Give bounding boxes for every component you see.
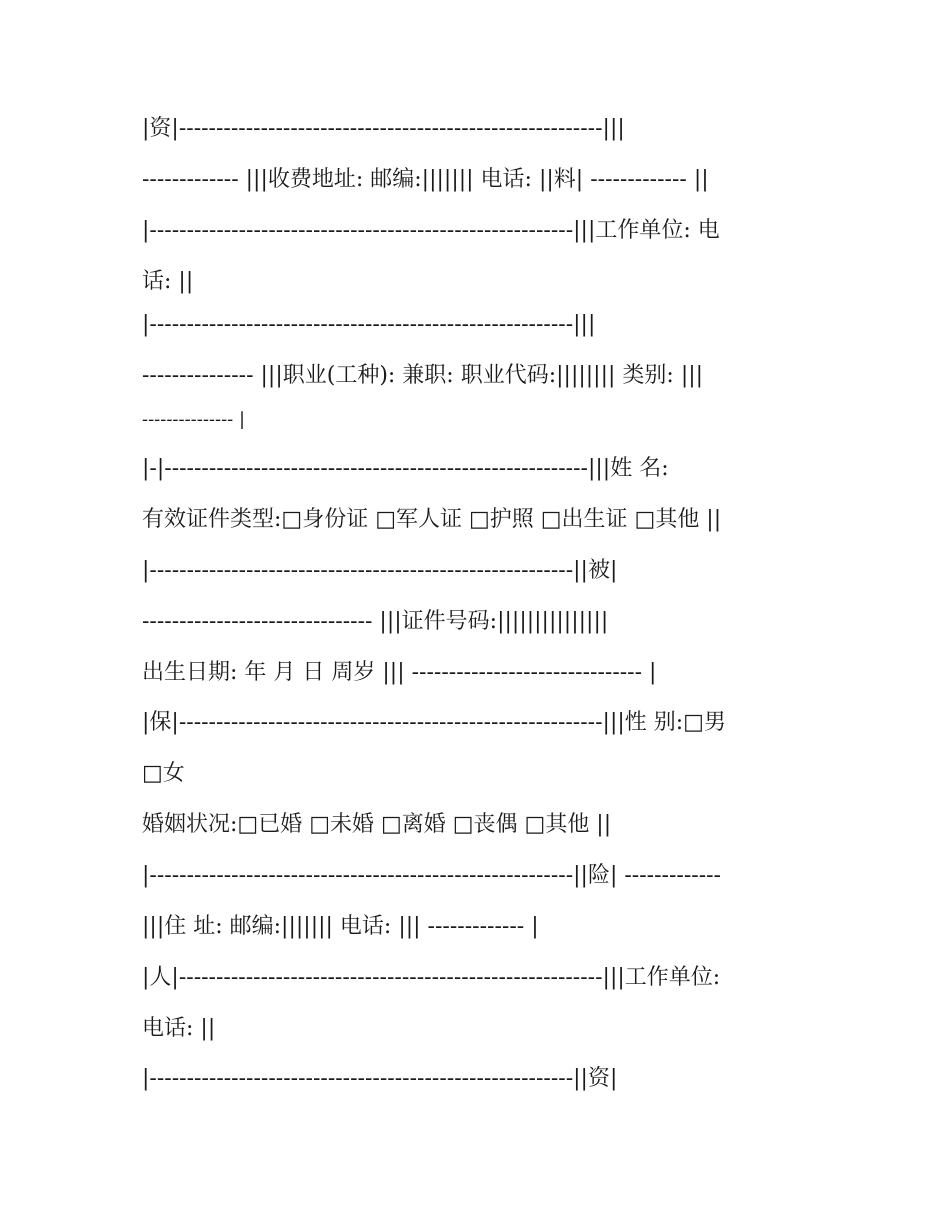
text-line: 出生日期: 年 月 日 周岁 ||| ------------------------------- |	[142, 660, 657, 685]
text-line: 电话: ||	[142, 1016, 216, 1041]
text-line: ------------------------------- |||证件号码:|||||||||||||||	[142, 609, 609, 634]
text-line: |-|---------------------------------------------------------|||姓 名:	[142, 456, 669, 481]
text-line: □女	[142, 761, 185, 786]
text-line: |资|---------------------------------------------------------|||	[142, 116, 625, 141]
text-line: ------------- |||收费地址: 邮编:||||||| 电话: ||料| ------------- ||	[142, 167, 709, 192]
text-line: --------------- |	[142, 409, 246, 430]
text-line: |---------------------------------------------------------||被|	[142, 558, 618, 583]
text-line: |---------------------------------------------------------||资|	[142, 1066, 618, 1091]
text-line: |---------------------------------------------------------||险| -------------	[142, 863, 721, 888]
text-line: 婚姻状况:□已婚 □未婚 □离婚 □丧偶 □其他 ||	[142, 812, 612, 837]
text-line: |保|---------------------------------------------------------|||性 别:□男	[142, 710, 726, 735]
text-line: |||住 址: 邮编:||||||| 电话: ||| ------------- |	[142, 914, 539, 939]
text-line: 话: ||	[142, 269, 194, 294]
text-line: 有效证件类型:□身份证 □军人证 □护照 □出生证 □其他 ||	[142, 507, 722, 532]
text-line: --------------- |||职业(工种): 兼职: 职业代码:|||||||| 类别: |||	[142, 363, 704, 388]
text-line: |人|---------------------------------------------------------|||工作单位:	[142, 965, 721, 990]
text-line: |---------------------------------------------------------|||工作单位: 电	[142, 218, 720, 243]
text-line: |---------------------------------------------------------|||	[142, 312, 596, 337]
